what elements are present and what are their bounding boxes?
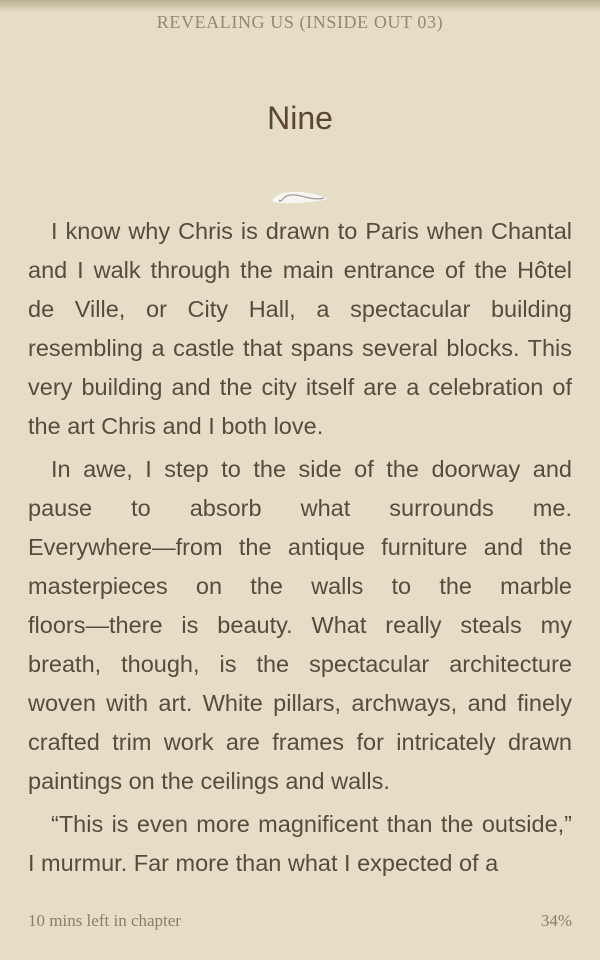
text-line: and I walk through the main entrance of the Hôtel: [28, 257, 572, 283]
body-text: [28, 212, 572, 887]
paragraph: [28, 805, 572, 883]
text-line: very building and the city itself are a celebration of: [28, 374, 572, 400]
top-edge-strip: [0, 0, 600, 12]
text-line: “This is even more magnificent than the outside,”: [51, 811, 572, 837]
time-left-in-chapter: 10 mins left in chapter: [28, 911, 181, 930]
text-line: resembling a castle that spans several blocks. This: [28, 335, 572, 361]
progress-percent: 34%: [540, 911, 572, 930]
text-line: masterpieces on the walls to the marble: [28, 573, 572, 599]
text-line: de Ville, or City Hall, a spectacular building: [28, 296, 572, 322]
text-line: crafted trim work are frames for intricately drawn: [28, 729, 572, 755]
text-line: I know why Chris is drawn to Paris when Chantal: [51, 218, 572, 244]
book-title-header: REVEALING US (INSIDE OUT 03): [156, 12, 444, 32]
reader-footer: [28, 911, 572, 931]
text-line: pause to absorb what surrounds me.: [28, 495, 572, 521]
text-line: Everywhere—from the antique furniture and the: [28, 534, 572, 560]
text-line: the art Chris and I both love.: [28, 413, 324, 439]
chapter-title: Nine: [267, 100, 333, 136]
text-line: breath, though, is the spectacular architecture: [28, 651, 572, 677]
paragraph: [28, 212, 572, 446]
swoosh-divider-icon: [271, 190, 329, 204]
text-line: woven with art. White pillars, archways, and finely: [28, 690, 572, 716]
text-line: I murmur. Far more than what I expected of a: [28, 850, 499, 876]
text-line: In awe, I step to the side of the doorway and: [51, 456, 572, 482]
ornament-row: [0, 190, 600, 204]
paragraph: [28, 450, 572, 801]
text-line: paintings on the ceilings and walls.: [28, 768, 390, 794]
text-line: floors—there is beauty. What really steals my: [28, 612, 572, 638]
